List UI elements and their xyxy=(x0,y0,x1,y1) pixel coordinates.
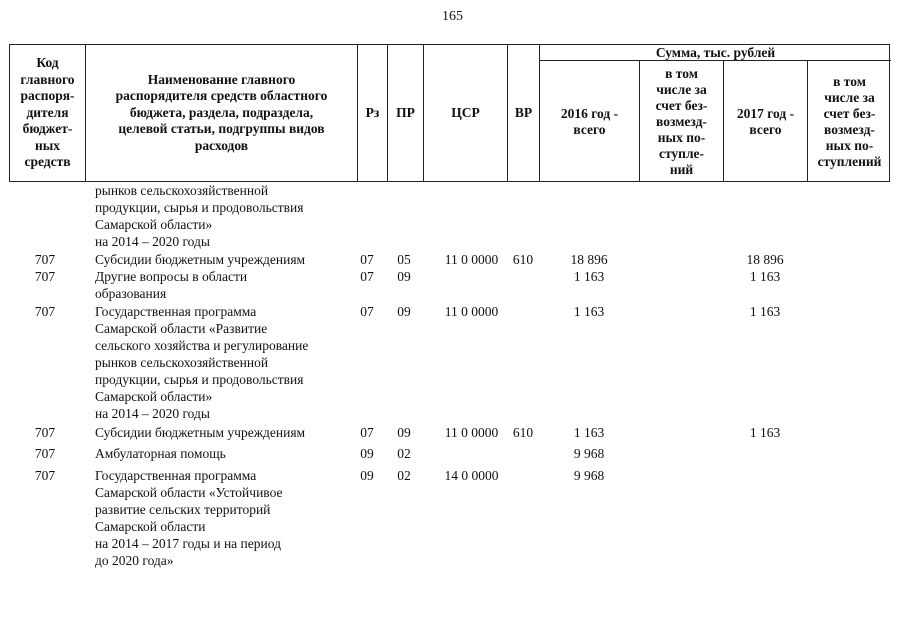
cell-rz: 09 xyxy=(360,446,374,461)
cell-2017-total: 18 896 xyxy=(746,252,784,267)
header-sum-group xyxy=(540,45,891,181)
cell-name: рынков сельскохозяйственной продукции, сырья и продовольствия Самарской области» на 2014 – 2020 годы xyxy=(95,183,304,249)
cell-code: 707 xyxy=(34,446,56,461)
header-2017-total: 2017 год - всего xyxy=(724,61,808,182)
cell-2017-total: 1 163 xyxy=(749,425,781,440)
cell-2017-total: 1 163 xyxy=(749,304,781,319)
table-header xyxy=(9,44,890,182)
cell-pr: 09 xyxy=(397,425,411,440)
cell-pr: 02 xyxy=(397,468,411,483)
cell-csr: 11 0 0000 xyxy=(444,425,499,440)
cell-code: 707 xyxy=(34,468,56,483)
cell-vr: 610 xyxy=(512,252,534,267)
header-rz: Рз xyxy=(358,45,388,181)
cell-name: Государственная программа Самарской области «Развитие сельского хозяйства и регулирование рынков сельскохозяйственной продукции, сырья и продовольствия Самарской области» на 2014 – 2020 годы xyxy=(95,304,309,421)
cell-2016-total: 9 968 xyxy=(573,446,605,461)
cell-2017-total: 1 163 xyxy=(749,269,781,284)
cell-rz: 09 xyxy=(360,468,374,483)
cell-2016-total: 9 968 xyxy=(573,468,605,483)
table-body xyxy=(9,182,890,582)
cell-code: 707 xyxy=(34,304,56,319)
cell-pr: 05 xyxy=(397,252,411,267)
header-pr: ПР xyxy=(388,45,424,181)
header-2016-total: 2016 год - всего xyxy=(540,61,640,182)
cell-vr: 610 xyxy=(512,425,534,440)
cell-rz: 07 xyxy=(360,252,374,267)
header-code: Код главного распоря- дителя бюджет- ных средств xyxy=(10,45,86,181)
cell-2016-total: 1 163 xyxy=(573,269,605,284)
cell-name: Субсидии бюджетным учреждениям xyxy=(95,252,306,267)
cell-pr: 09 xyxy=(397,304,411,319)
cell-code: 707 xyxy=(34,425,56,440)
cell-2016-total: 1 163 xyxy=(573,425,605,440)
page-number: 165 xyxy=(442,9,463,24)
cell-name: Субсидии бюджетным учреждениям xyxy=(95,425,306,440)
cell-rz: 07 xyxy=(360,269,374,284)
header-2016-free: в том числе за счет без- возмезд- ных по- ступле- ний xyxy=(640,61,724,182)
cell-2016-total: 1 163 xyxy=(573,304,605,319)
cell-rz: 07 xyxy=(360,304,374,319)
header-name: Наименование главного распорядителя средств областного бюджета, раздела, подраздела, целевой статьи, подгруппы видов расходов xyxy=(86,45,358,181)
header-csr: ЦСР xyxy=(424,45,508,181)
cell-csr: 14 0 0000 xyxy=(444,468,499,483)
cell-code: 707 xyxy=(34,252,56,267)
cell-name: Государственная программа Самарской области «Устойчивое развитие сельских территорий Самарской области на 2014 – 2017 годы и на период до 2020 года» xyxy=(95,468,283,568)
cell-2016-total: 18 896 xyxy=(570,252,608,267)
cell-rz: 07 xyxy=(360,425,374,440)
cell-pr: 02 xyxy=(397,446,411,461)
cell-csr: 11 0 0000 xyxy=(444,304,499,319)
header-vr: ВР xyxy=(508,45,540,181)
cell-name: Другие вопросы в области образования xyxy=(95,269,248,301)
header-sum-title: Сумма, тыс. рублей xyxy=(540,45,891,61)
header-2017-free: в том числе за счет без- возмезд- ных по- ступлений xyxy=(817,73,882,169)
cell-pr: 09 xyxy=(397,269,411,284)
cell-name: Амбулаторная помощь xyxy=(95,446,226,461)
cell-code: 707 xyxy=(34,269,56,284)
cell-csr: 11 0 0000 xyxy=(444,252,499,267)
